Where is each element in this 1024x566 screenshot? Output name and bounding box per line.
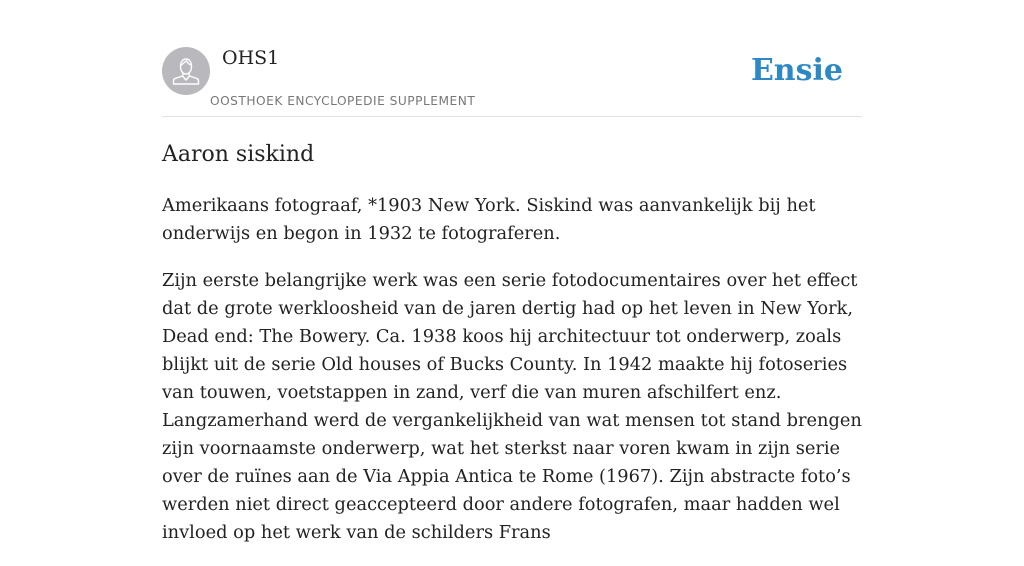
article-header (162, 46, 862, 117)
source-label[interactable]: OOSTHOEK ENCYCLOPEDIE SUPPLEMENT (210, 94, 476, 108)
user-silhouette-icon (162, 47, 210, 95)
article-paragraph: Zijn eerste belangrijke werk was een serie fotodocumentaires over het effect dat de grote werkloosheid van de jaren dertig had op het leven in New York, Dead end: The Bowery. Ca. 1938 koos hij architectuur tot onderwerp, zoals blijkt uit de serie Old houses of Bucks County. In 1942 maakte hij fotoseries van touwen, voetstappen in zand, verf die van muren afschilfert enz. Langzamerhand werd de vergankelijkheid van wat mensen tot stand brengen zijn voornaamste onderwerp, wat het sterkst naar voren kwam in zijn serie over de ruïnes aan de Via Appia Antica te Rome (1967). Zijn abstracte foto’s werden niet direct geaccepteerd door andere fotografen, maar hadden wel invloed op het werk van de schilders Frans (162, 270, 862, 543)
article-title: Aaron siskind (162, 142, 315, 167)
author-name[interactable]: OHS1 (222, 47, 280, 69)
avatar[interactable] (162, 47, 210, 95)
brand-logo[interactable]: Ensie (750, 53, 843, 88)
article-paragraph: Amerikaans fotograaf, *1903 New York. Siskind was aanvankelijk bij het onderwijs en begon in 1932 te fotograferen. (162, 195, 816, 244)
article-body (162, 192, 864, 566)
